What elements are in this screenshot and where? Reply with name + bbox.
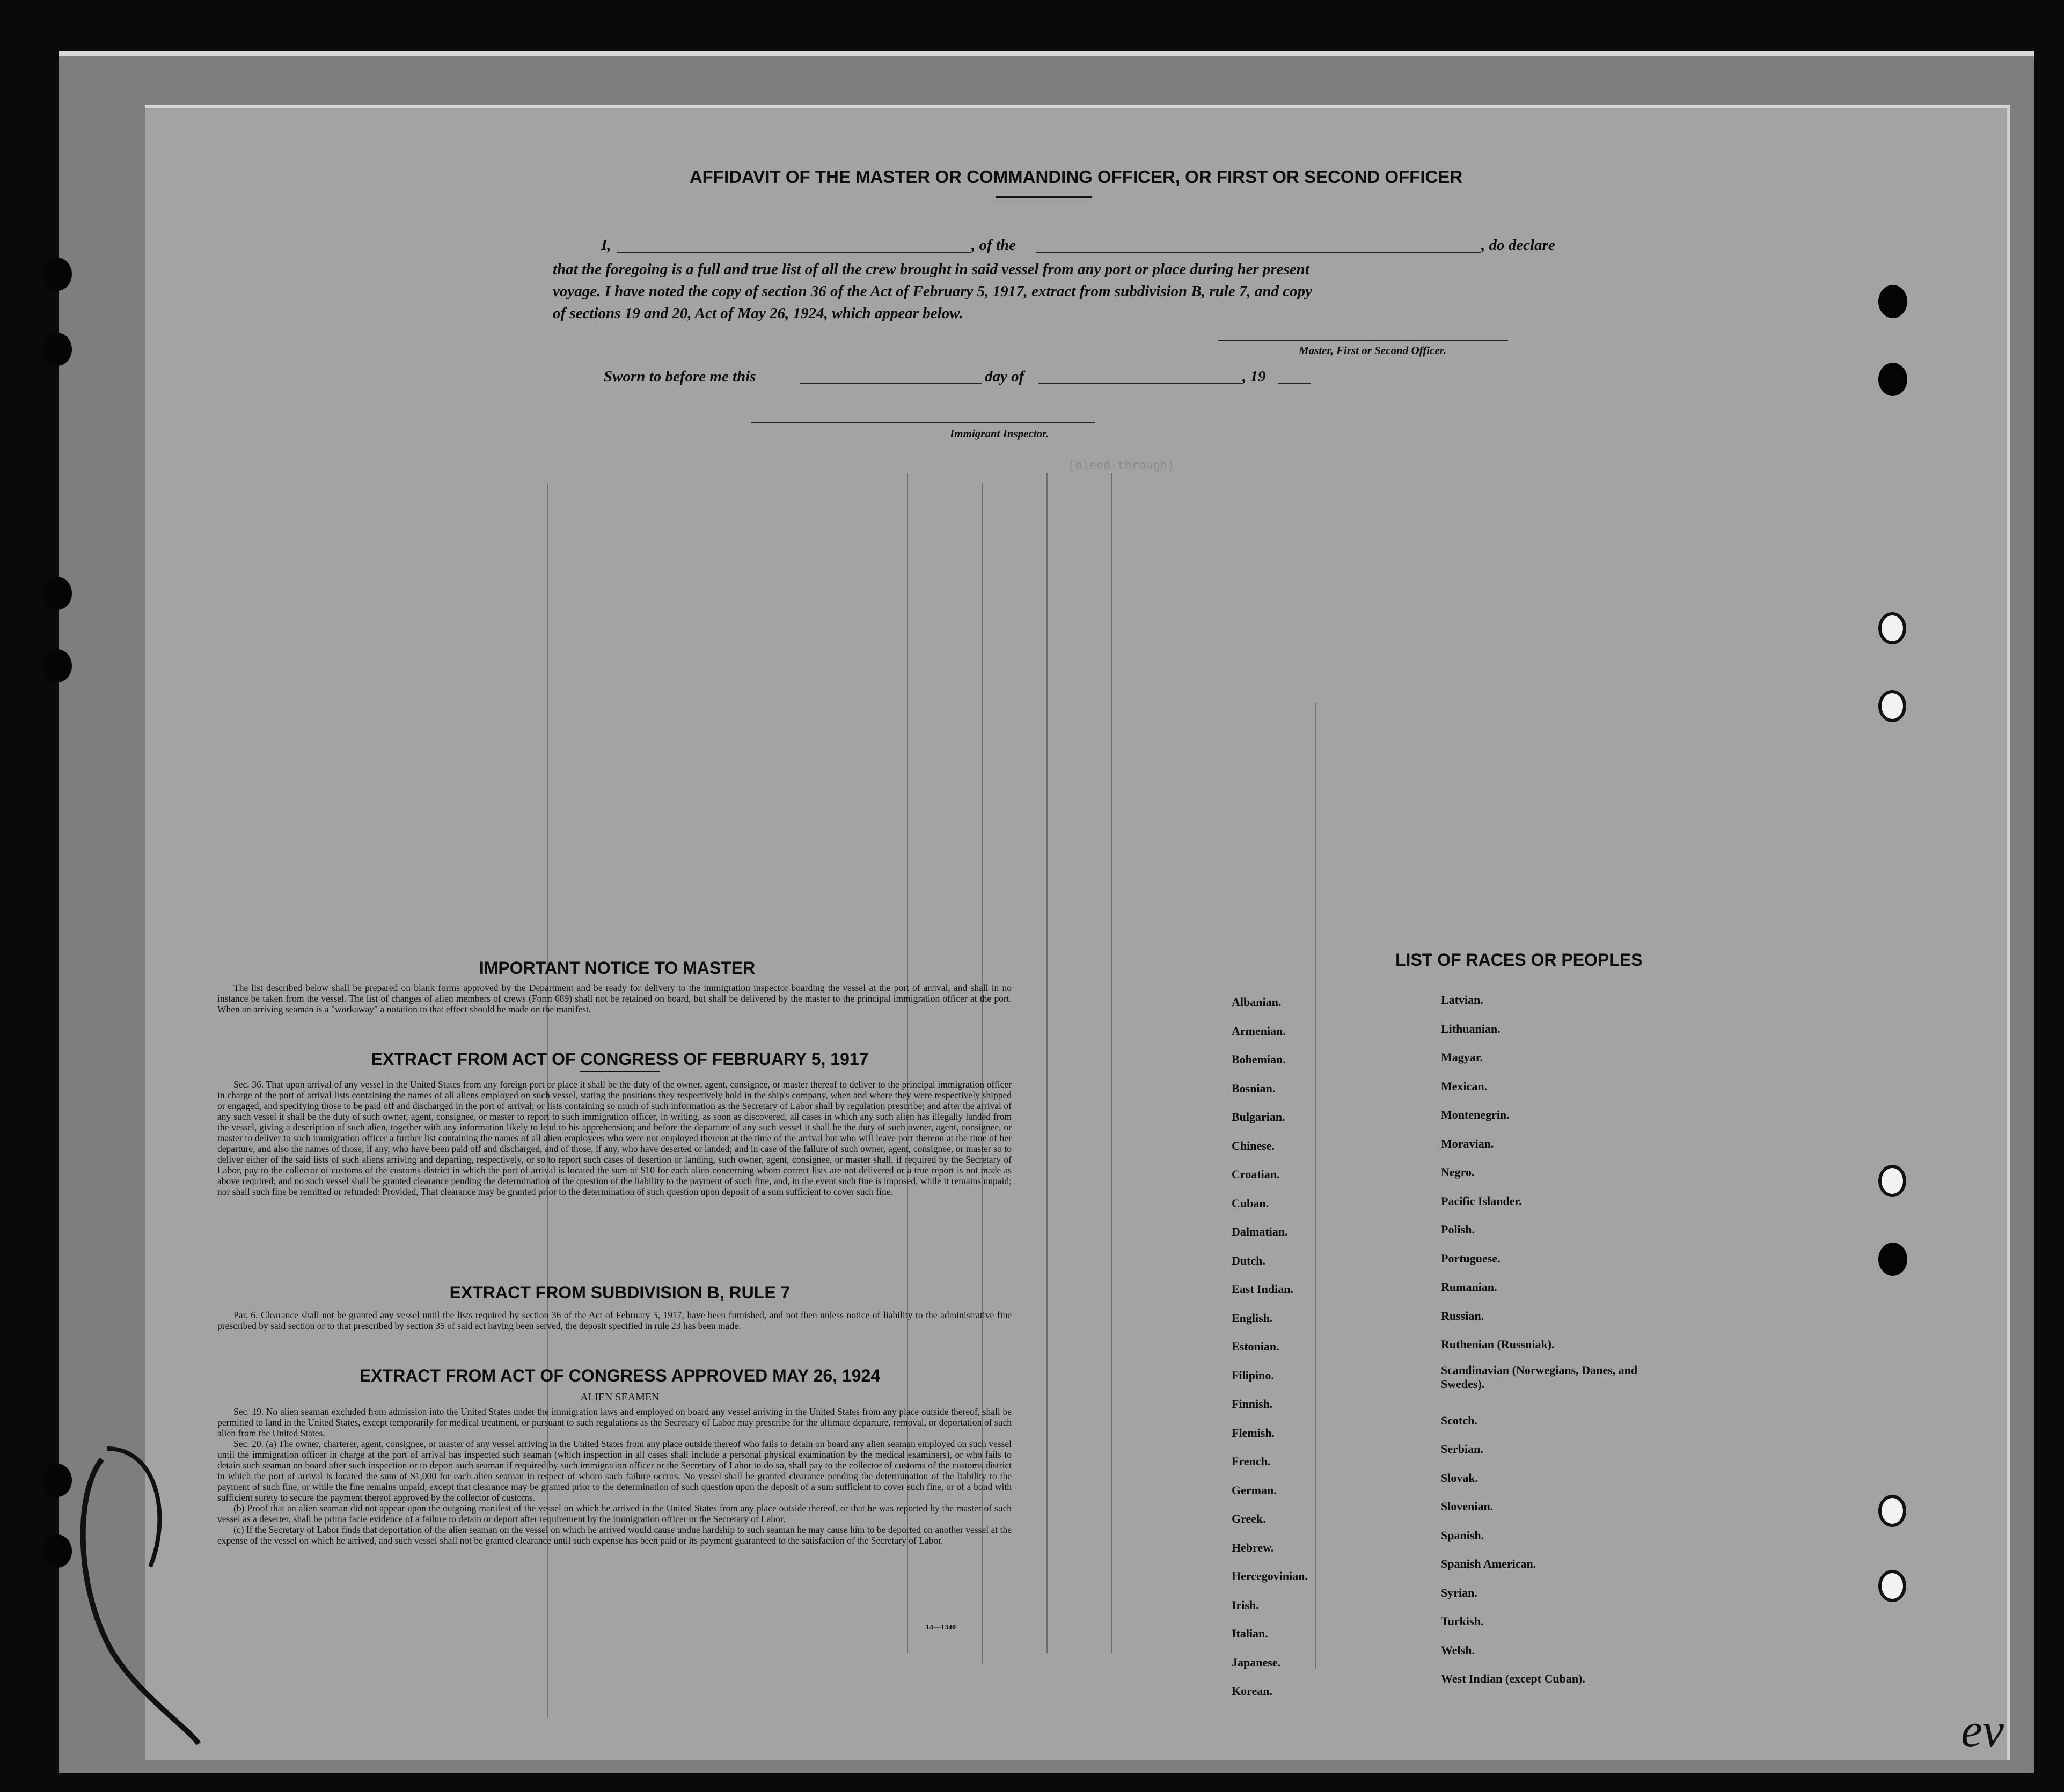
month-blank (1038, 383, 1242, 384)
race-item: Chinese. (1232, 1139, 1275, 1152)
race-item: French. (1232, 1455, 1271, 1468)
race-item: Italian. (1232, 1627, 1268, 1640)
affidavit-i: I, (601, 237, 611, 254)
binder-hole (1878, 1243, 1907, 1276)
binder-hole (43, 1534, 72, 1568)
race-item: Scandinavian (Norwegians, Danes, and Swedes). (1441, 1363, 1638, 1391)
race-item: Hercegovinian. (1232, 1569, 1308, 1583)
race-item: Estonian. (1232, 1340, 1279, 1353)
race-item: Rumanian. (1441, 1280, 1497, 1294)
show-through-rule (1111, 473, 1112, 1653)
race-item: Syrian. (1441, 1585, 1477, 1599)
show-through-text: (bleed-through) (1068, 459, 1175, 473)
vessel-blank (1036, 252, 1481, 253)
race-item: Korean. (1232, 1684, 1272, 1698)
race-item: Greek. (1232, 1512, 1266, 1525)
race-item: Welsh. (1441, 1643, 1475, 1657)
race-item: Latvian. (1441, 993, 1483, 1007)
binder-hole (1878, 612, 1906, 644)
race-item: Albanian. (1232, 995, 1282, 1009)
race-item: Armenian. (1232, 1024, 1286, 1038)
affidavit-do-declare: , do declare (1481, 237, 1555, 254)
race-item: Negro. (1441, 1165, 1475, 1179)
extract-1924-text (217, 1406, 1012, 1546)
race-item: Scotch. (1441, 1413, 1477, 1427)
race-item: Magyar. (1441, 1051, 1483, 1064)
race-item: West Indian (except Cuban). (1441, 1672, 1585, 1685)
races-column-2 (1441, 986, 1640, 1693)
race-item: Polish. (1441, 1223, 1475, 1236)
race-item: Hebrew. (1232, 1540, 1274, 1554)
race-item: Finnish. (1232, 1397, 1273, 1411)
race-item: Pacific Islander. (1441, 1194, 1522, 1208)
race-item: Slovenian. (1441, 1500, 1494, 1513)
affidavit-body-line-1: that the foregoing is a full and true list of all the crew brought in said vessel from any port or place during her present (553, 261, 1309, 278)
section-20b-paragraph: (b) Proof that an alien seaman did not appear upon the outgoing manifest of the vessel on which he arrived in the United States from any place outside thereof, or that he was reported by the master of such vessel as a deserter, shall be prima facie evidence of a failure to detain or deport after requirement by the immigration officer or the Secretary of Labor. (217, 1503, 1012, 1524)
race-item: Russian. (1441, 1309, 1484, 1323)
race-item: Ruthenian (Russniak). (1441, 1338, 1555, 1351)
binder-hole (1878, 1165, 1906, 1197)
alien-seamen-heading: ALIEN SEAMEN (580, 1391, 660, 1403)
day-of-text: day of (985, 368, 1024, 385)
affidavit-title: AFFIDAVIT OF THE MASTER OR COMMANDING OFFICER, OR FIRST OR SECOND OFFICER (689, 167, 1463, 187)
affidavit-body-line-3: of sections 19 and 20, Act of May 26, 1924, which appear below. (553, 305, 963, 322)
races-column-1 (1232, 988, 1308, 1706)
race-item: Croatian. (1232, 1167, 1280, 1181)
binder-hole (1878, 1570, 1906, 1602)
race-item: Spanish. (1441, 1528, 1484, 1542)
race-item: Montenegrin. (1441, 1108, 1510, 1121)
notice-paragraph: The list described below shall be prepared on blank forms approved by the Department and be ready for delivery to the immigration inspector boarding the vessel at the port of arrival, and shall in no instance be taken from the vessel. The list of changes of alien members of crews (Form 689) shall not be retained on board, but shall be delivered by the master to the principal immigration officer at the port. When an arriving seaman is a "workaway" a notation to that effect should be made on the manifest. (217, 982, 1012, 1015)
show-through-rule (1046, 473, 1048, 1653)
rule-7-title: EXTRACT FROM SUBDIVISION B, RULE 7 (449, 1283, 791, 1302)
binder-hole (43, 649, 72, 682)
binder-hole (1878, 690, 1906, 722)
race-item: Dalmatian. (1232, 1225, 1288, 1238)
binder-hole (43, 258, 72, 291)
extract-1917-text (217, 1079, 1012, 1197)
races-title: LIST OF RACES OR PEOPLES (1395, 950, 1643, 970)
binder-hole (43, 333, 72, 366)
name-blank (617, 252, 971, 253)
binder-hole (1878, 285, 1907, 318)
binder-string (70, 1427, 209, 1749)
race-item: Slovak. (1441, 1471, 1479, 1485)
rule-7-text (217, 1310, 1012, 1331)
race-item: Bosnian. (1232, 1081, 1276, 1095)
year-text: , 19 (1242, 368, 1266, 385)
master-signature-label: Master, First or Second Officer. (1299, 344, 1446, 357)
binder-hole (43, 1464, 72, 1497)
sworn-date-blank (800, 383, 982, 384)
section-36-paragraph: Sec. 36. That upon arrival of any vessel in the United States from any foreign port or place it shall be the duty of the owner, agent, consignee, or master thereof to deliver to the principal immigration officer in charge of the port of arrival lists containing the names of all aliens employed on such vessel, stating the positions they respectively hold in the ship's company, when and where they were respectively shipped or engaged, and specifying those to be paid off and discharged in the port of arrival; or lists containing so much of such information as the Secretary of Labor shall by regulation prescribe; and after the arrival of any such vessel it shall be the duty of such owner, agent, consignee, or master to report to such immigration officer, in writing, as soon as discovered, all cases in which any such alien has illegally landed from the vessel, giving a description of such alien, together with any information likely to lead to his apprehension; and before the departure of any such vessel it shall be the duty of such owner, agent, consignee, or master to deliver to such immigration officer a further list containing the names of all alien employees who were not employed thereon at the time of the arrival but who will leave port thereon at the time of her departure, and also the names of those, if any, who have been paid off and discharged, and of those, if any, who have deserted or landed; and in case of the failure of such owner, agent, consignee, or master so to deliver either of the said lists of such aliens arriving and departing, respectively, or so to report such cases of desertion or landing, such owner, agent, consignee, or master shall, if required by the Secretary of Labor, pay to the collector of customs of the customs district in which the port of arrival is located the sum of $10 for each alien concerning whom correct lists are not delivered or a true report is not made as above required; and no such vessel shall be granted clearance pending the determination of the question of the liability to the payment of such fine, and, in the event such fine is imposed, while it remains unpaid; nor shall such fine be remitted or refunded: Provided, That clearance may be granted prior to the determination of such question upon deposit of a sum sufficient to cover such fine. (217, 1079, 1012, 1197)
master-signature-line (1218, 340, 1508, 341)
section-20a-paragraph: Sec. 20. (a) The owner, charterer, agent, consignee, or master of any vessel arriving in the United States from any place outside thereof who fails to detain on board any alien seaman employed on such vessel until the immigration officer in charge at the port of arrival has inspected such seaman (which inspection in all cases shall include a personal physical examination by the medical examiners), or who fails to detain such seaman on board after such inspection or to deport such seaman if required by such immigration officer or the Secretary of Labor to do so, shall pay to the collector of customs of the customs district in which the port of arrival is located the sum of $1,000 for each alien seaman in respect of whom such failure occurs. No vessel shall be granted clearance pending the determination of the liability to the payment of such fine, or while the fine remains unpaid, except that clearance may be granted prior to the determination of such question upon the deposit of a sum sufficient to cover such fine, or of a bond with sufficient surety to secure the payment thereof approved by the collector of customs. (217, 1438, 1012, 1503)
race-item: Dutch. (1232, 1253, 1265, 1267)
show-through-rule (1315, 703, 1316, 1669)
race-item: Serbian. (1441, 1442, 1483, 1456)
year-blank (1278, 383, 1311, 384)
section-19-paragraph: Sec. 19. No alien seaman excluded from admission into the United States under the immigration laws and employed on board any vessel arriving in the United States from any place outside thereof, shall be permitted to land in the United States, except temporarily for medical treatment, or pursuant to such regulations as the Secretary of Labor may prescribe for the ultimate departure, removal, or deportation of such alien from the United States. (217, 1406, 1012, 1438)
race-item: Spanish American. (1441, 1557, 1536, 1570)
race-item: Moravian. (1441, 1136, 1494, 1150)
affidavit-body-line-2: voyage. I have noted the copy of section 36 of the Act of February 5, 1917, extract from subdivision B, rule 7, and copy (553, 283, 1312, 300)
race-item: Mexican. (1441, 1079, 1488, 1093)
race-item: Lithuanian. (1441, 1022, 1501, 1035)
extract-1917-title: EXTRACT FROM ACT OF CONGRESS OF FEBRUARY 5, 1917 (371, 1049, 869, 1069)
race-item: Bohemian. (1232, 1053, 1286, 1066)
sworn-text: Sworn to before me this (604, 368, 756, 385)
race-item: East Indian. (1232, 1282, 1293, 1296)
race-item: Bulgarian. (1232, 1110, 1285, 1123)
inspector-signature-line (751, 422, 1095, 423)
inspector-signature-label: Immigrant Inspector. (950, 427, 1049, 440)
affidavit-page (145, 105, 2010, 1760)
binder-hole (1878, 363, 1907, 396)
race-item: Portuguese. (1441, 1251, 1501, 1265)
binder-hole (1878, 1495, 1906, 1527)
race-item: Flemish. (1232, 1426, 1275, 1440)
notice-text (217, 982, 1012, 1015)
extract-1924-title: EXTRACT FROM ACT OF CONGRESS APPROVED MAY 26, 1924 (359, 1366, 881, 1385)
race-item: English. (1232, 1311, 1273, 1325)
race-item: Irish. (1232, 1598, 1259, 1612)
extract-1917-underline (580, 1071, 660, 1072)
rule-7-paragraph: Par. 6. Clearance shall not be granted any vessel until the lists required by section 36 of the Act of February 5, 1917, have been furnished, and not then unless notice of liability to the administrative fine prescribed by said section or to that prescribed by section 35 of said act having been served, the deposit specified in rule 23 has been made. (217, 1310, 1012, 1331)
section-20c-paragraph: (c) If the Secretary of Labor finds that deportation of the alien seaman on the vessel on which he arrived would cause undue hardship to such seaman he may cause him to be deported on another vessel at the expense of the vessel on which he arrived, and such vessel shall not be granted clearance until such expense has been paid or its payment guaranteed to the satisfaction of the Secretary of Labor. (217, 1524, 1012, 1546)
binder-hole (43, 577, 72, 610)
handwritten-initials: ev (1961, 1704, 2004, 1757)
affidavit-of-the: , of the (971, 237, 1016, 254)
race-item: German. (1232, 1483, 1277, 1497)
race-item: Cuban. (1232, 1196, 1269, 1210)
race-item: Filipino. (1232, 1368, 1274, 1382)
form-number: 14—1340 (926, 1624, 956, 1632)
race-item: Japanese. (1232, 1655, 1281, 1669)
race-item: Turkish. (1441, 1614, 1484, 1628)
notice-title: IMPORTANT NOTICE TO MASTER (479, 958, 756, 978)
title-underline (996, 196, 1092, 198)
